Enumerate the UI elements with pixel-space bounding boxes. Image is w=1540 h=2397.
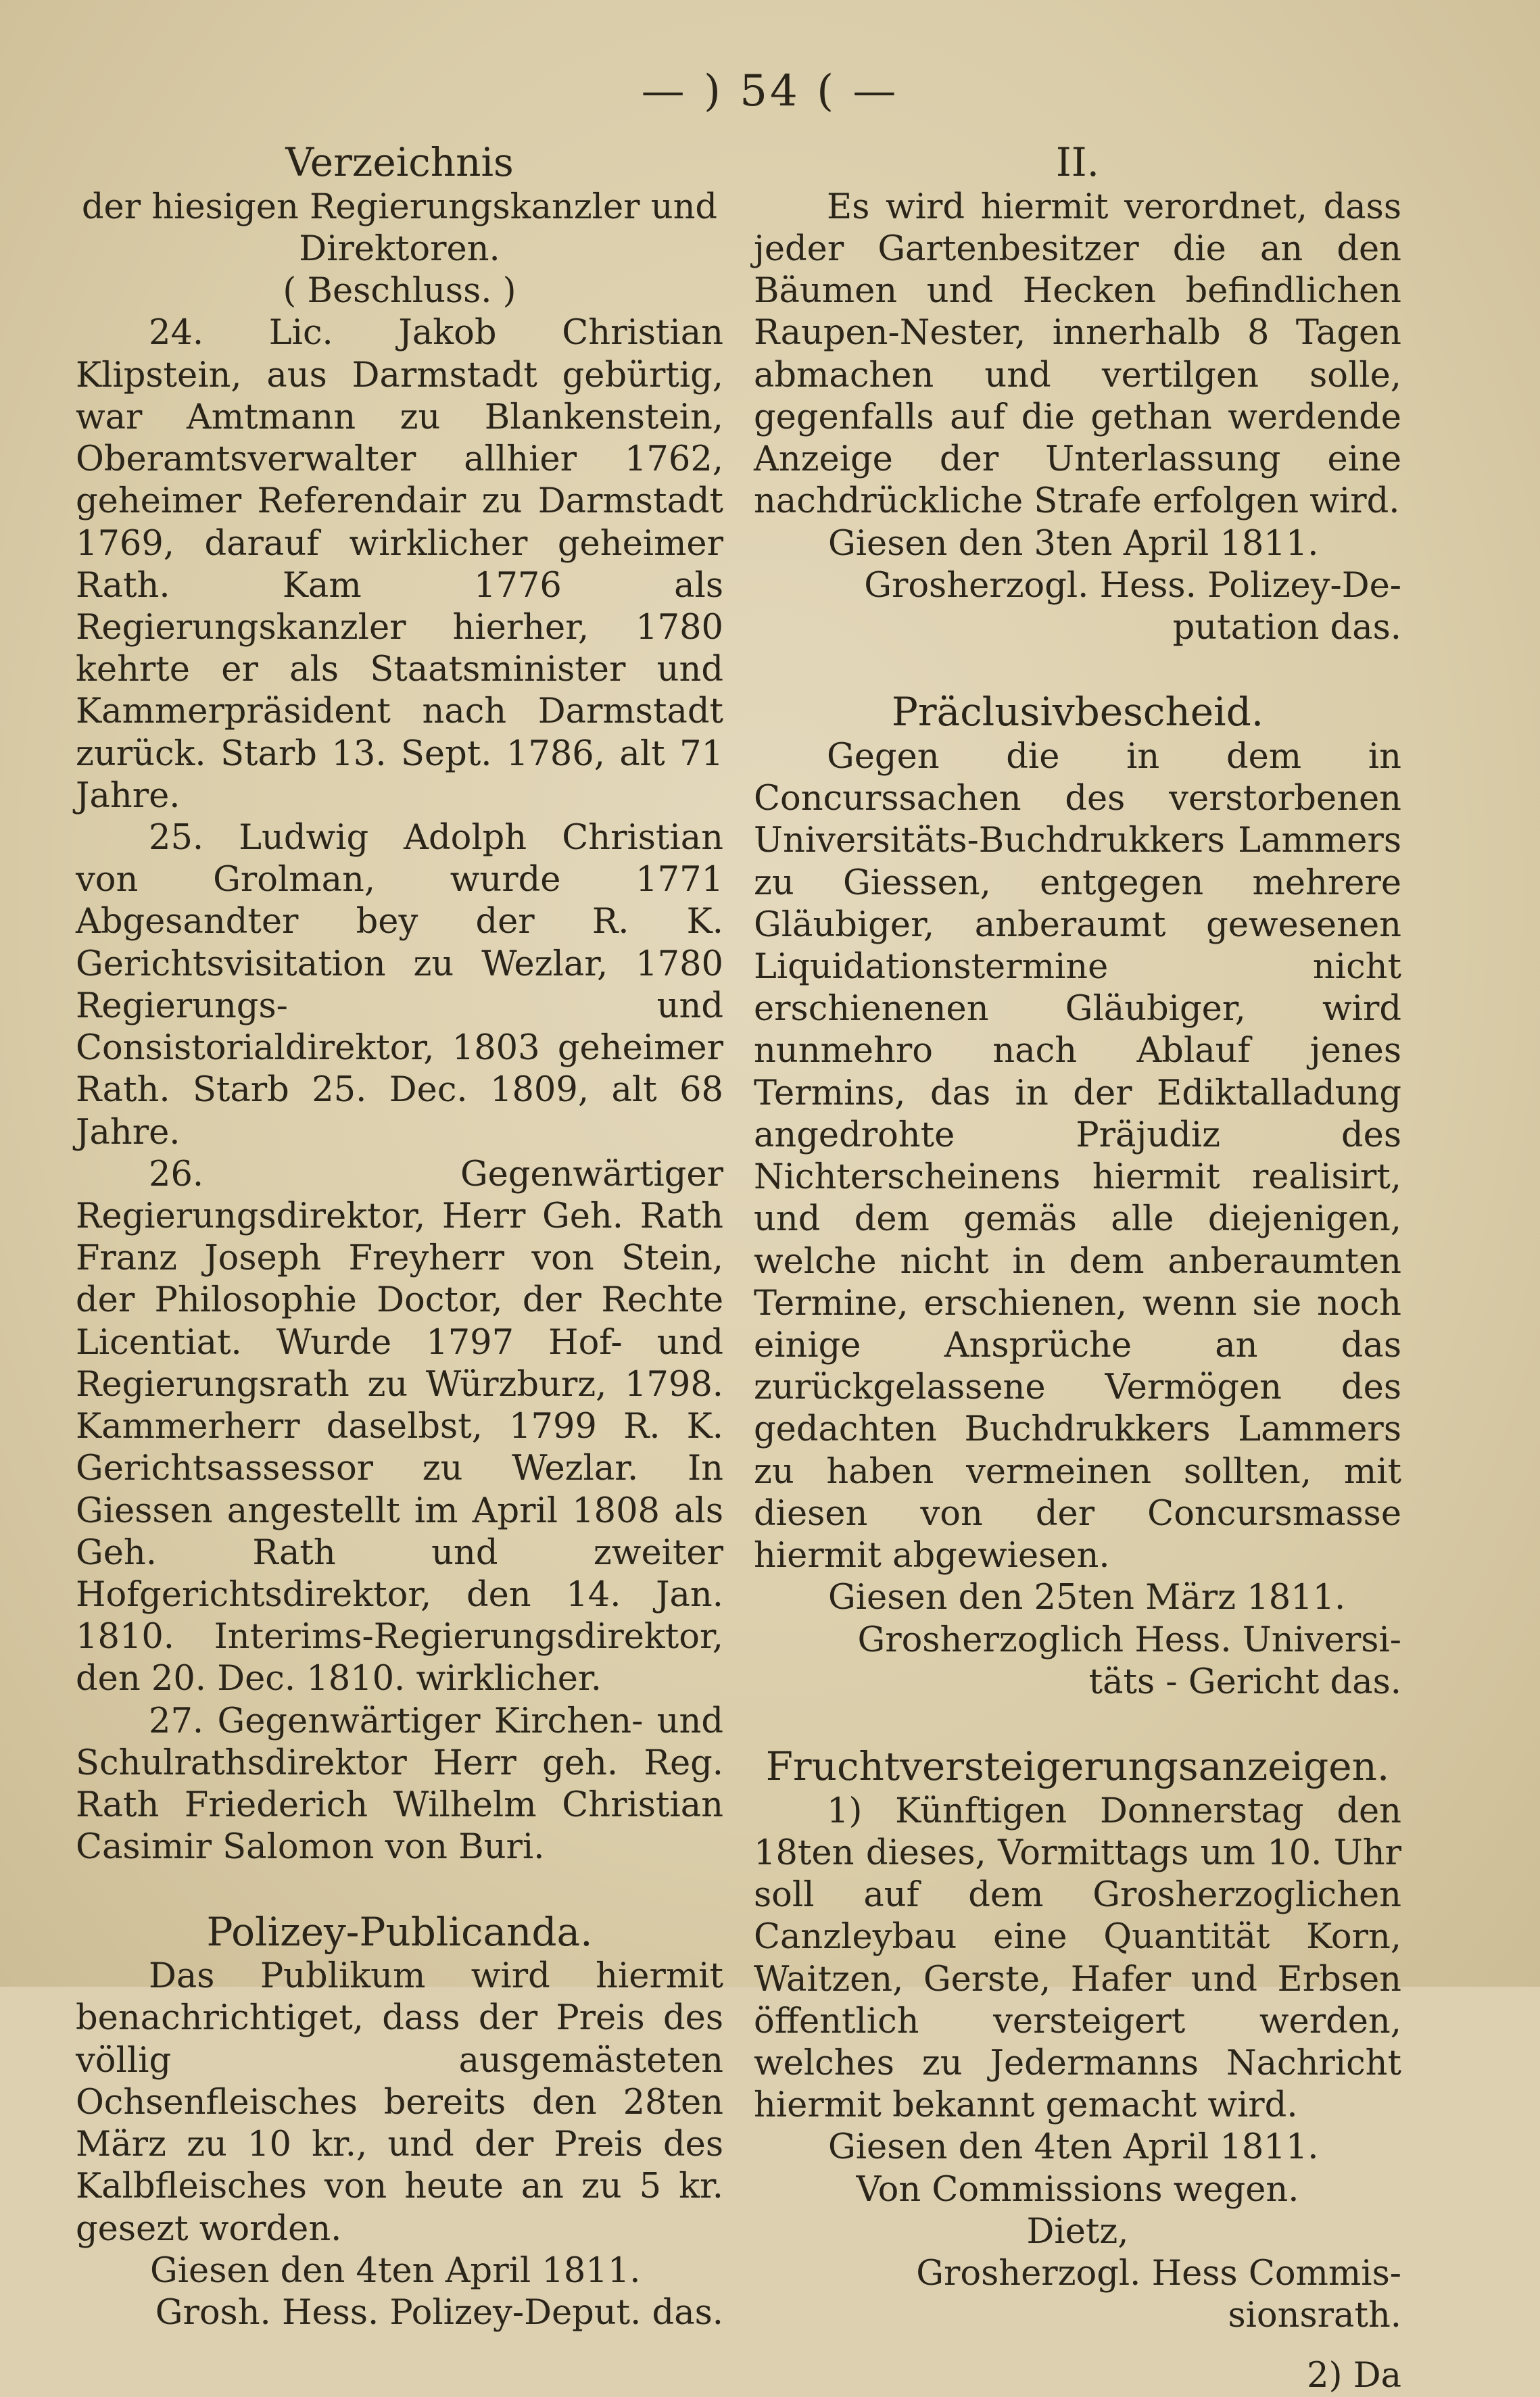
frucht-signature-line2: sionsrath. [1228,2296,1401,2336]
section-ii-date: Giesen den 3ten April 1811. [828,523,1319,564]
entry-25: 25. Ludwig Adolph Christian von Grolman, wurde 1771 Abgesandter bey der R. K. Gerichtsvisitation zu Wezlar, 1780 Regierungs- und Consistorialdirektor, 1803 geheimer Rath. Starb 25. Dec. 1809, alt 68 Jahre. [76,818,723,1153]
praeclusiv-heading: Präclusivbescheid. [891,689,1264,735]
entry-26: 26. Gegenwärtiger Regierungsdirektor, Herr Geh. Rath Franz Joseph Freyherr von Stein, der Philosophie Doctor, der Rechte Licentiat. Wurde 1797 Hof- und Regierungsrath zu Würzburz, 1798. Kammerherr daselbst, 1799 R. K. Gerichtsassessor zu Wezlar. In Giessen angestellt im April 1808 als Geh. Rath und zweiter Hofgerichtsdirektor, den 14. Jan. 1810. Interims-Regierungsdirektor, den 20. Dec. 1810. wirklicher. [76,1154,723,1699]
frucht-name: Dietz, [1026,2211,1129,2252]
section-title: Verzeichnis [285,139,514,185]
section-ii-signature-line1: Grosherzogl. Hess. Polizey-De- [864,565,1401,606]
praeclusiv-signature-line2: täts - Gericht das. [1088,1662,1401,1702]
frucht-text: 1) Künftigen Donnerstag den 18ten dieses, Vormittags um 10. Uhr soll auf dem Grosherzoglichen Canzleybau eine Quantität Korn, Waitzen, Gerste, Hafer und Erbsen öffentlich versteigert werden, welches zu Jedermanns Nachricht hiermit bekannt gemacht wird. [754,1791,1401,2126]
polizey-heading: Polizey-Publicanda. [206,1908,593,1955]
section-ii-number: II. [1055,139,1100,185]
praeclusiv-text: Gegen die in dem in Concurssachen des verstorbenen Universitäts-Buchdrukkers Lammers zu Giessen, entgegen mehrere Gläubiger, anberaumt gewesenen Liquidationstermine nicht erschienenen Gläubiger, wird nunmehro nach Ablauf jenes Termins, das in der Ediktalladung angedrohte Präjudiz des Nichterscheinens hiermit realisirt, und dem gemäs alle diejenigen, welche nicht in dem anberaumten Termine, erschienen, wenn sie noch einige Ansprüche an das zurückgelassene Vermögen des gedachten Buchdrukkers Lammers zu haben vermeinen sollten, mit diesen von der Concursmasse hiermit abgewiesen. [754,736,1401,1576]
section-subtitle: der hiesigen Regierungskanzler und Direktoren. [81,187,718,269]
section-note: ( Beschluss. ) [283,271,516,312]
praeclusiv-date: Giesen den 25ten März 1811. [828,1578,1346,1618]
section-ii-signature-line2: putation das. [1172,607,1401,648]
frucht-date: Giesen den 4ten April 1811. [828,2127,1319,2168]
page-header: — ) 54 ( — [641,66,899,116]
praeclusiv-signature-line1: Grosherzoglich Hess. Universi- [857,1620,1401,1660]
entry-27: 27. Gegenwärtiger Kirchen- und Schulrathsdirektor Herr geh. Reg. Rath Friederich Wilhelm Christian Casimir Salomon von Buri. [76,1701,723,1868]
section-ii-text: Es wird hiermit verordnet, dass jeder Gartenbesitzer die an den Bäumen und Hecken befindlichen Raupen-Nester, innerhalb 8 Tagen abmachen und vertilgen solle, gegenfalls auf die gethan werdende Anzeige der Unterlassung eine nachdrückliche Strafe erfolgen wird. [754,187,1401,522]
entry-24: 24. Lic. Jakob Christian Klipstein, aus Darmstadt gebürtig, war Amtmann zu Blankenstein, Oberamtsverwalter allhier 1762, geheimer Referendair zu Darmstadt 1769, darauf wirklicher geheimer Rath. Kam 1776 als Regierungskanzler hierher, 1780 kehrte er als Staatsminister und Kammerpräsident nach Darmstadt zurück. Starb 13. Sept. 1786, alt 71 Jahre. [76,313,723,816]
polizey-signature: Grosh. Hess. Polizey-Deput. das. [155,2293,723,2333]
polizey-text: Das Publikum wird hiermit benachrichtiget, dass der Preis des völlig ausgemästeten Ochsenfleisches bereits den 28ten März zu 10 kr., und der Preis des Kalbfleisches von heute an zu 5 kr. gesezt worden. [76,1956,723,2249]
right-column [754,139,1401,2397]
frucht-authority: Von Commissions wegen. [856,2169,1299,2210]
frucht-signature-line1: Grosherzogl. Hess Commis- [916,2254,1401,2294]
catchword: 2) Da [1307,2355,1401,2396]
frucht-heading: Fruchtversteigerungsanzeigen. [765,1743,1390,1789]
polizey-date: Giesen den 4ten April 1811. [150,2250,641,2291]
left-column [76,139,723,2334]
